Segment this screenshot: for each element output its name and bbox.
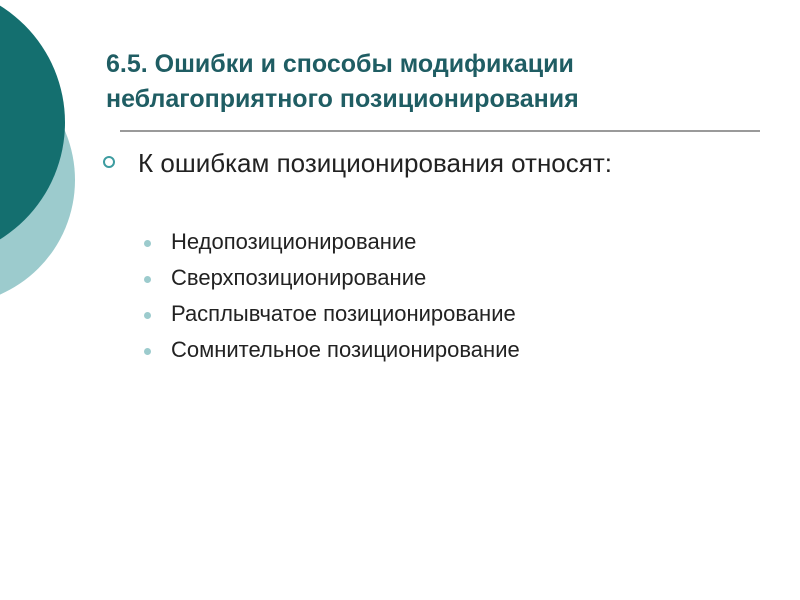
main-bullet-text: К ошибкам позиционирования относят: xyxy=(138,148,612,178)
list-item-text: Расплывчатое позиционирование xyxy=(171,301,516,326)
list-item-text: Недопозиционирование xyxy=(171,229,417,254)
slide-title: 6.5. Ошибки и способы модификации неблагоприятного позиционирования xyxy=(106,50,579,113)
hollow-circle-bullet-icon xyxy=(103,156,115,168)
list-item-text: Сомнительное позиционирование xyxy=(171,337,520,362)
dot-bullet-icon xyxy=(144,240,151,247)
dot-bullet-icon xyxy=(144,276,151,283)
list-item-text: Сверхпозиционирование xyxy=(171,265,427,290)
dot-bullet-icon xyxy=(144,348,151,355)
dot-bullet-icon xyxy=(144,312,151,319)
title-divider xyxy=(120,130,760,132)
